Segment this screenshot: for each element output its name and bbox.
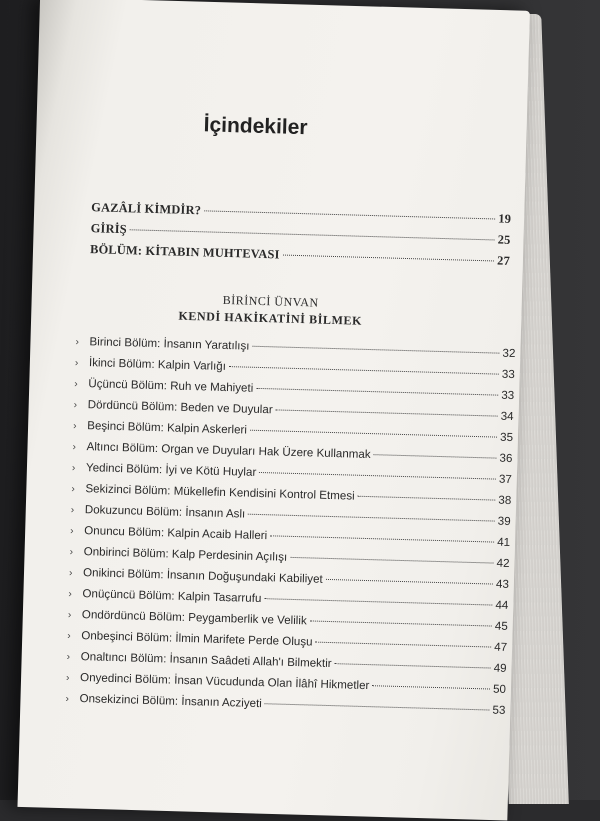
chapter-page: 33 [501,388,515,403]
dot-leader [259,472,496,480]
chapter-label: Onbeşinci Bölüm: İlmin Marifete Perde Oluşu [81,629,313,649]
dot-leader [248,514,495,522]
dot-leader [326,579,493,585]
dot-leader [310,620,492,626]
chevron-right-icon: › [73,399,78,411]
chapter-page: 42 [496,556,510,570]
chapter-page: 45 [494,619,508,633]
chevron-right-icon: › [70,525,74,537]
chapter-label: Onbirinci Bölüm: Kalp Perdesinin Açılışı [83,545,288,564]
chapter-page: 39 [497,514,511,529]
toc-entry-label: GİRİŞ [90,221,128,237]
chevron-right-icon: › [65,672,70,684]
dot-leader [276,409,498,416]
chapter-page: 44 [495,598,509,612]
dot-leader [264,598,492,605]
chevron-right-icon: › [68,588,72,600]
chapter-page: 32 [502,346,516,361]
toc-entry-page: 25 [497,232,511,247]
chapter-page: 53 [492,703,506,717]
chapter-label: Yedinci Bölüm: İyi ve Kötü Huylar [85,461,257,479]
chapter-label: Onaltıncı Bölüm: İnsanın Saâdeti Allah'ı Bilmektir [80,650,332,671]
chapter-label: Dördüncü Bölüm: Beden ve Duyular [87,398,273,417]
chevron-right-icon: › [71,462,76,474]
dot-leader [316,642,492,648]
toc-entry-label: GAZÂLİ KİMDİR? [91,200,202,218]
part-heading [80,289,461,332]
chapter-page: 36 [499,451,513,466]
chapter-page: 41 [497,535,511,550]
dot-leader [290,557,493,564]
dot-leader [256,388,498,396]
chapter-label: Onyedinci Bölüm: İnsan Vücudunda Olan İlâhî Hikmetler [79,671,370,693]
chapter-label: Onikinci Bölüm: İnsanın Doğuşundaki Kabiliyet [82,566,323,586]
chevron-right-icon: › [74,357,79,369]
chapter-page: 47 [494,640,508,654]
chapter-label: Dokuzuncu Bölüm: İnsanın Aslı [84,503,246,521]
chevron-right-icon: › [67,630,71,642]
chapter-label: Altıncı Bölüm: Organ ve Duyuları Hak Üzere Kullanmak [86,440,371,462]
chevron-right-icon: › [68,567,73,579]
chapter-page: 37 [498,472,513,487]
dot-leader [374,454,497,458]
toc-entry-page: 27 [496,253,511,268]
dot-leader [358,496,496,501]
chevron-right-icon: › [72,441,77,453]
toc-entry-page: 19 [498,211,512,226]
page-title: İçindekiler [203,113,308,140]
dot-leader [204,210,495,219]
chevron-right-icon: › [75,336,80,348]
chapter-label: Onüçüncü Bölüm: Kalpin Tasarrufu [82,587,262,606]
dot-leader [335,663,491,668]
chevron-right-icon: › [73,420,77,432]
chapter-page: 33 [501,367,515,382]
chapter-label: Beşinci Bölüm: Kalpin Askerleri [87,419,248,437]
dot-leader [229,366,499,375]
part-supertitle: BİRİNCİ ÜNVAN [222,292,319,310]
chapter-page: 38 [498,493,512,508]
dot-leader [270,535,494,542]
chevron-right-icon: › [74,378,78,390]
chevron-right-icon: › [66,651,71,663]
chevron-right-icon: › [71,483,75,495]
dot-leader [283,255,495,262]
chevron-right-icon: › [65,693,70,705]
dot-leader [130,229,495,240]
dot-leader [252,346,499,354]
chapter-label: Sekizinci Bölüm: Mükellefin Kendisini Kontrol Etmesi [85,482,355,503]
front-matter-list [90,200,512,275]
chapter-label: Üçüncü Bölüm: Ruh ve Mahiyeti [88,377,254,395]
chevron-right-icon: › [70,504,75,516]
part-title: KENDİ HAKİKATİNİ BİLMEK [178,308,363,328]
chevron-right-icon: › [69,546,74,558]
chapter-page: 34 [500,409,514,424]
chevron-right-icon: › [67,609,72,621]
toc-entry-label: BÖLÜM: KİTABIN MUHTEVASI [89,242,280,262]
chapter-label: İkinci Bölüm: Kalpin Varlığı [88,356,227,374]
dot-leader [250,430,497,438]
table-of-contents [65,110,546,726]
chapter-label: Onsekizinci Bölüm: İnsanın Acziyeti [79,692,263,711]
dot-leader [265,703,490,710]
chapter-label: Ondördüncü Bölüm: Peygamberlik ve Velilik [81,608,307,628]
chapter-page: 50 [492,682,507,696]
chapter-list [65,335,515,725]
chapter-label: Birinci Bölüm: İnsanın Yaratılışı [89,335,250,353]
chapter-page: 43 [495,577,510,591]
chapter-page: 35 [499,430,514,445]
chapter-page: 49 [493,661,507,675]
chapter-label: Onuncu Bölüm: Kalpin Acaib Halleri [84,524,268,543]
dot-leader [372,685,490,689]
